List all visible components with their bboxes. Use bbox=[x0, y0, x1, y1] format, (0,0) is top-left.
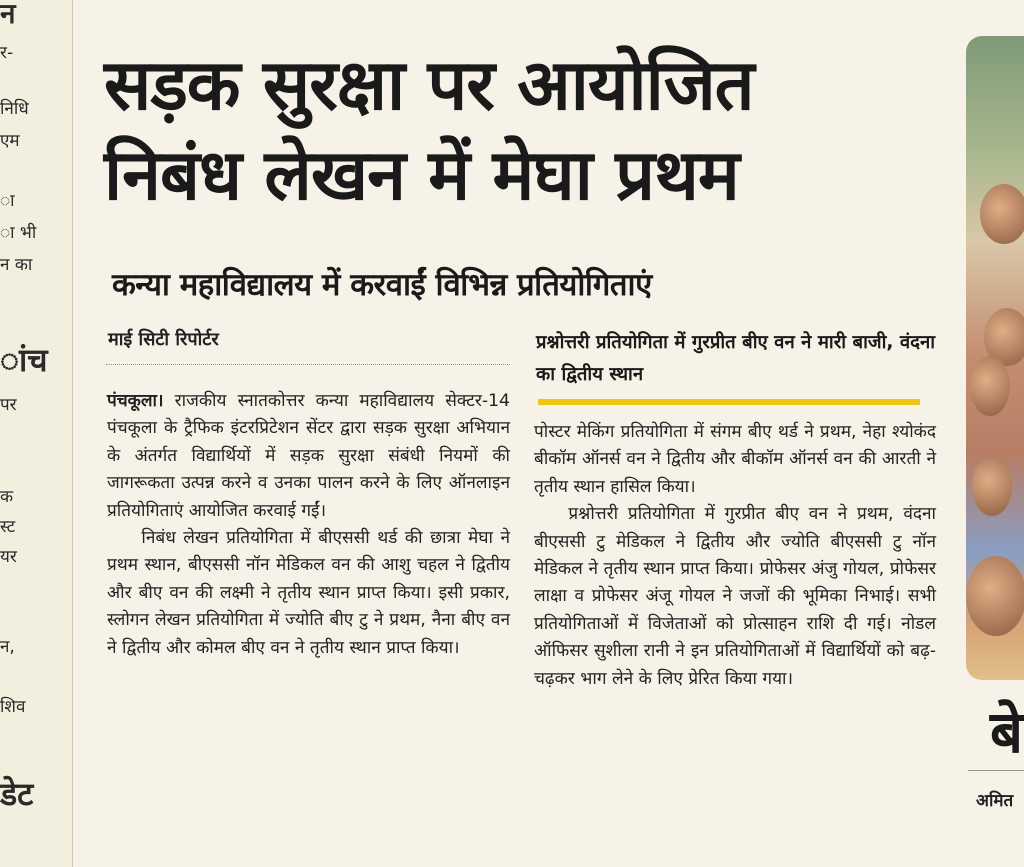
adjacent-article-left bbox=[0, 0, 72, 867]
byline: माई सिटी रिपोर्टर bbox=[108, 329, 219, 350]
left-fragment: ा भी bbox=[0, 223, 37, 243]
students-photo bbox=[966, 36, 1024, 680]
left-fragment: न, bbox=[0, 637, 15, 657]
byline-divider bbox=[106, 364, 510, 365]
left-fragment: निधि bbox=[0, 99, 29, 119]
left-fragment: यर bbox=[0, 547, 17, 567]
article-paragraph: निबंध लेखन प्रतियोगिता में बीएससी थर्ड की छात्रा मेघा ने प्रथम स्थान, बीएससी नॉन मेडिकल वन की आशु चहल ने द्वितीय और बीए वन की लक्ष्मी ने तृतीय स्थान प्राप्त किया। इसी प्रकार, स्लोगन लेखन प्रतियोगिता में ज्योति बीए टु ने प्रथम, नैना बीए वन ने द्वितीय और कोमल बीए वन ने तृतीय स्थान प्राप्त किया। bbox=[107, 528, 510, 658]
left-fragment: ा bbox=[0, 191, 15, 211]
adjacent-byline-fragment: अमित bbox=[976, 791, 1014, 811]
face-shape bbox=[972, 456, 1012, 516]
left-fragment: ांच bbox=[0, 341, 48, 379]
face-shape bbox=[980, 184, 1024, 244]
headline-line-1: सड़क सुरक्षा पर आयोजित bbox=[104, 44, 754, 126]
subheadline: कन्या महाविद्यालय में करवाईं विभिन्न प्रतियोगिताएं bbox=[112, 267, 652, 303]
paragraph-text: राजकीय स्नातकोत्तर कन्या महाविद्यालय सेक्टर-14 पंचकूला के ट्रैफिक इंटरप्रिटेशन सेंटर द्वारा सड़क सुरक्षा अभियान के अंतर्गत विद्यार्थियों में सड़क सुरक्षा संबंधी नियमों की जागरूकता उत्पन्न करने व उनका पालन करने के लिए ऑनलाइन प्रतियोगिताएं आयोजित करवाई गईं। bbox=[107, 391, 510, 521]
adjacent-divider bbox=[968, 770, 1024, 771]
left-fragment: र- bbox=[0, 43, 14, 63]
dateline: पंचकूला। bbox=[107, 391, 164, 411]
article-paragraph: पोस्टर मेकिंग प्रतियोगिता में संगम बीए थर्ड ने प्रथम, नेहा श्योकंद बीकॉम ऑनर्स वन ने द्वितीय और बीकॉम ऑनर्स वन की आरती ने तृतीय स्थान हासिल किया। bbox=[534, 422, 936, 497]
article-paragraph: प्रश्नोत्तरी प्रतियोगिता में गुरप्रीत बीए वन ने प्रथम, वंदना बीएससी टु मेडिकल ने द्वितीय और ज्योति बीएससी टु नॉन मेडिकल ने तृतीय स्थान प्राप्त किया। प्रोफेसर अंजु गोयल, प्रोफेसर लाक्षा व प्रोफेसर अंजू गोयल ने जजों की भूमिका निभाई। सभी प्रतियोगिताओं में विजेताओं को प्रोत्साहन राशि दी गई। नोडल ऑफिसर सुशीला रानी ने इन प्रतियोगिताओं में विद्यार्थियों को बढ़-चढ़कर भाग लेने के लिए प्रेरित किया गया। bbox=[534, 504, 936, 689]
face-shape bbox=[966, 556, 1024, 636]
face-shape bbox=[970, 356, 1010, 416]
adjacent-headline-fragment: बे bbox=[990, 698, 1024, 766]
left-fragment: न bbox=[0, 0, 16, 30]
sidebar-highlight-heading: प्रश्नोत्तरी प्रतियोगिता में गुरप्रीत बीए वन ने मारी बाजी, वंदना का द्वितीय स्थान bbox=[536, 332, 936, 385]
article-column-1 bbox=[107, 388, 510, 662]
left-fragment: न का bbox=[0, 255, 33, 275]
article-paragraph bbox=[107, 388, 510, 525]
highlight-accent-bar bbox=[538, 399, 920, 405]
column-divider bbox=[72, 0, 73, 867]
article-column-2 bbox=[534, 419, 936, 693]
left-fragment: शिव bbox=[0, 697, 26, 717]
left-fragment: एम bbox=[0, 131, 20, 151]
left-fragment: क bbox=[0, 487, 14, 507]
left-fragment: स्ट bbox=[0, 517, 16, 537]
headline-line-2: निबंध लेखन में मेघा प्रथम bbox=[104, 134, 739, 216]
left-fragment: पर bbox=[0, 395, 17, 415]
left-fragment: डेट bbox=[0, 775, 34, 813]
